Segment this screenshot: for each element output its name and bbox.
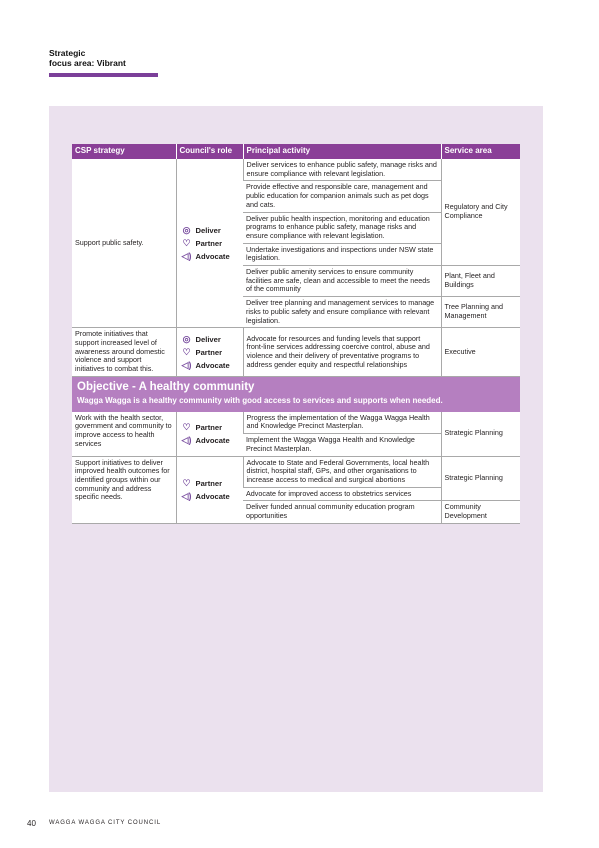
- service-area-cell: Community Development: [441, 501, 520, 523]
- council-role-cell: [176, 328, 243, 377]
- csp-strategy-cell: Work with the health sector, government and community to improve access to health services: [72, 412, 176, 456]
- objective-band: [72, 376, 520, 412]
- role-partner: [180, 346, 240, 359]
- role-partner: [180, 421, 240, 434]
- activity-cell: Implement the Wagga Wagga Health and Knowledge Precinct Masterplan.: [243, 434, 441, 456]
- role-deliver: [180, 333, 240, 346]
- activity-cell: Advocate to State and Federal Governments, local health district, hospital staff, GPs, and other organisations to increase access to medical and surgical abortions: [243, 456, 441, 487]
- role-label: Partner: [195, 422, 223, 432]
- footer-organisation: WAGGA WAGGA CITY COUNCIL: [49, 820, 162, 826]
- role-advocate: [180, 434, 240, 447]
- service-area-cell: Tree Planning and Management: [441, 297, 520, 328]
- column-header: CSP strategy: [72, 144, 176, 159]
- handshake-icon: ♡: [182, 477, 191, 488]
- csp-strategy-cell: Promote initiatives that support increased level of awareness around domestic violence and support initiatives to combat this.: [72, 328, 176, 377]
- handshake-icon: ♡: [182, 237, 191, 248]
- role-partner: [180, 477, 240, 490]
- activity-cell: Deliver tree planning and management services to manage risks to public safety and ensure compliance with relevant legislation.: [243, 297, 441, 328]
- council-role-cell: [176, 412, 243, 456]
- service-area-cell: Strategic Planning: [441, 412, 520, 456]
- objective-subtitle: Wagga Wagga is a healthy community with good access to services and supports when needed.: [77, 395, 443, 405]
- role-label: Partner: [195, 238, 223, 248]
- council-role-cell: [176, 456, 243, 523]
- council-role-cell: [176, 159, 243, 328]
- strategy-table: [72, 144, 520, 524]
- service-area-cell: Executive: [441, 328, 520, 377]
- objective-row: [72, 376, 520, 412]
- activity-cell: Advocate for resources and funding levels that support front-line services addressing coercive control, abuse and violence and their delivery of preventative programs to address gender equity and respectful relationships: [243, 328, 441, 377]
- role-partner: [180, 237, 240, 250]
- service-area-cell: Strategic Planning: [441, 456, 520, 501]
- column-header: Principal activity: [243, 144, 441, 159]
- role-advocate: [180, 490, 240, 503]
- activity-cell: Provide effective and responsible care, management and public education for companion animals such as pet dogs and cats.: [243, 181, 441, 212]
- megaphone-icon: ◁): [181, 434, 192, 445]
- role-label: Advocate: [195, 491, 230, 501]
- role-label: Deliver: [195, 334, 221, 344]
- service-area-cell: Plant, Fleet and Buildings: [441, 266, 520, 297]
- activity-cell: Advocate for improved access to obstetrics services: [243, 487, 441, 501]
- handshake-icon: ♡: [182, 346, 191, 357]
- csp-strategy-cell: Support initiatives to deliver improved health outcomes for identified groups within our community and address specific needs.: [72, 456, 176, 523]
- objective-title: Objective - A healthy community: [77, 380, 255, 393]
- column-header: Council's role: [176, 144, 243, 159]
- table-row: [72, 456, 520, 487]
- table-row: [72, 412, 520, 434]
- megaphone-icon: ◁): [181, 359, 192, 370]
- column-header: Service area: [441, 144, 520, 159]
- page-number: 40: [27, 819, 36, 828]
- header-accent-bar: [49, 73, 158, 77]
- role-advocate: [180, 359, 240, 372]
- role-label: Advocate: [195, 251, 230, 261]
- role-deliver: [180, 224, 240, 237]
- table-header-row: [72, 144, 520, 159]
- megaphone-icon: ◁): [181, 250, 192, 261]
- activity-cell: Progress the implementation of the Wagga Wagga Health and Knowledge Precinct Masterplan.: [243, 412, 441, 434]
- target-icon: ◎: [182, 224, 191, 235]
- activity-cell: Deliver public health inspection, monitoring and education programs to enhance public safety, manage risks and ensure compliance with relevant legislation.: [243, 212, 441, 243]
- header-line-2: focus area: Vibrant: [49, 58, 126, 68]
- service-area-cell: Regulatory and City Compliance: [441, 159, 520, 266]
- target-icon: ◎: [182, 333, 191, 344]
- role-label: Advocate: [195, 435, 230, 445]
- role-label: Partner: [195, 347, 223, 357]
- role-label: Deliver: [195, 225, 221, 235]
- role-label: Advocate: [195, 360, 230, 370]
- csp-strategy-cell: Support public safety.: [72, 159, 176, 328]
- activity-cell: Deliver public amenity services to ensure community facilities are safe, clean and accessible to meet the needs of the community: [243, 266, 441, 297]
- activity-cell: Deliver funded annual community education program opportunities: [243, 501, 441, 523]
- table-row: [72, 328, 520, 377]
- activity-cell: Undertake investigations and inspections under NSW state legislation.: [243, 243, 441, 265]
- megaphone-icon: ◁): [181, 490, 192, 501]
- role-label: Partner: [195, 478, 223, 488]
- header-line-1: Strategic: [49, 48, 86, 58]
- role-advocate: [180, 250, 240, 263]
- section-header: [49, 48, 126, 68]
- activity-cell: Deliver services to enhance public safety, manage risks and ensure compliance with relevant legislation.: [243, 159, 441, 181]
- table-row: [72, 159, 520, 181]
- handshake-icon: ♡: [182, 421, 191, 432]
